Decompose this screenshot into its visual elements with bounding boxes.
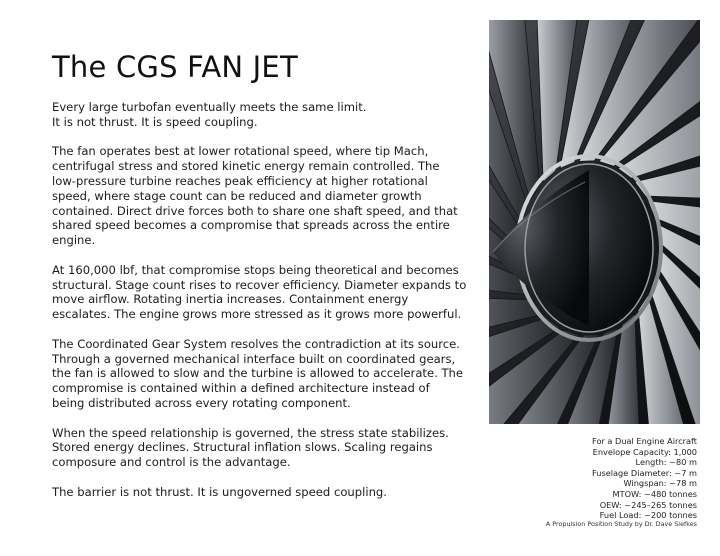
text-line: shared speed becomes a compromise that spreads across the entire (52, 218, 450, 233)
spec-line: Fuselage Diameter: ~7 m (592, 467, 697, 478)
text-line: the fan is allowed to slow and the turbine is allowed to accelerate. The (52, 366, 464, 381)
author-credit: A Propulsion Position Study by Dr. Dave Siefkes (545, 520, 697, 528)
spec-line: Envelope Capacity: 1,000 (592, 446, 697, 457)
text-line: compromise is contained within a defined architecture instead of (52, 381, 430, 396)
text-line: The Coordinated Gear System resolves the contradiction at its source. (52, 336, 460, 351)
text-line: composure and control is the advantage. (52, 455, 291, 470)
spec-line: OEW: ~245–265 tonnes (599, 499, 697, 510)
text-line: low-pressure turbine reaches peak efficiency at higher rotational (52, 173, 428, 188)
text-line: The fan operates best at lower rotational speed, where tip Mach, (52, 144, 429, 159)
paragraph (52, 337, 472, 411)
engine-fan-image (489, 20, 700, 424)
paragraph (52, 485, 472, 500)
text-line: move airflow. Rotating inertia increases. Containment energy (52, 292, 409, 307)
paragraph (52, 100, 472, 130)
aircraft-specs (592, 436, 697, 521)
text-line: contained. Direct drive forces both to share one shaft speed, and that (52, 203, 458, 218)
spec-line: Wingspan: ~78 m (623, 478, 697, 489)
text-line: It is not thrust. It is speed coupling. (52, 114, 258, 129)
text-line: Stored energy declines. Structural inflation slows. Scaling regains (52, 440, 433, 455)
spec-line: MTOW: ~480 tonnes (612, 488, 697, 499)
text-line: Every large turbofan eventually meets the same limit. (52, 100, 367, 114)
text-line: centrifugal stress and stored kinetic energy remain controlled. The (52, 159, 440, 174)
page-title: The CGS FAN JET (52, 50, 298, 84)
paragraph (52, 426, 472, 470)
text-line: speed, where stage count can be reduced and diameter growth (52, 188, 422, 203)
text-line: escalates. The engine grows more stressed as it grows more powerful. (52, 307, 462, 322)
text-line: The barrier is not thrust. It is ungoverned speed coupling. (52, 484, 387, 499)
spec-line: Fuel Load: ~200 tonnes (599, 510, 697, 521)
text-line: When the speed relationship is governed, the stress state stabilizes. (52, 425, 449, 440)
text-line: At 160,000 lbf, that compromise stops being theoretical and becomes (52, 262, 459, 277)
text-line: being distributed across every rotating component. (52, 395, 351, 410)
spec-line: For a Dual Engine Aircraft (592, 436, 697, 446)
paragraph (52, 263, 472, 322)
text-line: Through a governed mechanical interface built on coordinated gears, (52, 351, 456, 366)
body-text (52, 100, 472, 514)
text-line: engine. (52, 233, 96, 248)
spec-line: Length: ~80 m (635, 457, 697, 468)
paragraph (52, 144, 472, 248)
text-line: structural. Stage count rises to recover efficiency. Diameter expands to (52, 277, 467, 292)
